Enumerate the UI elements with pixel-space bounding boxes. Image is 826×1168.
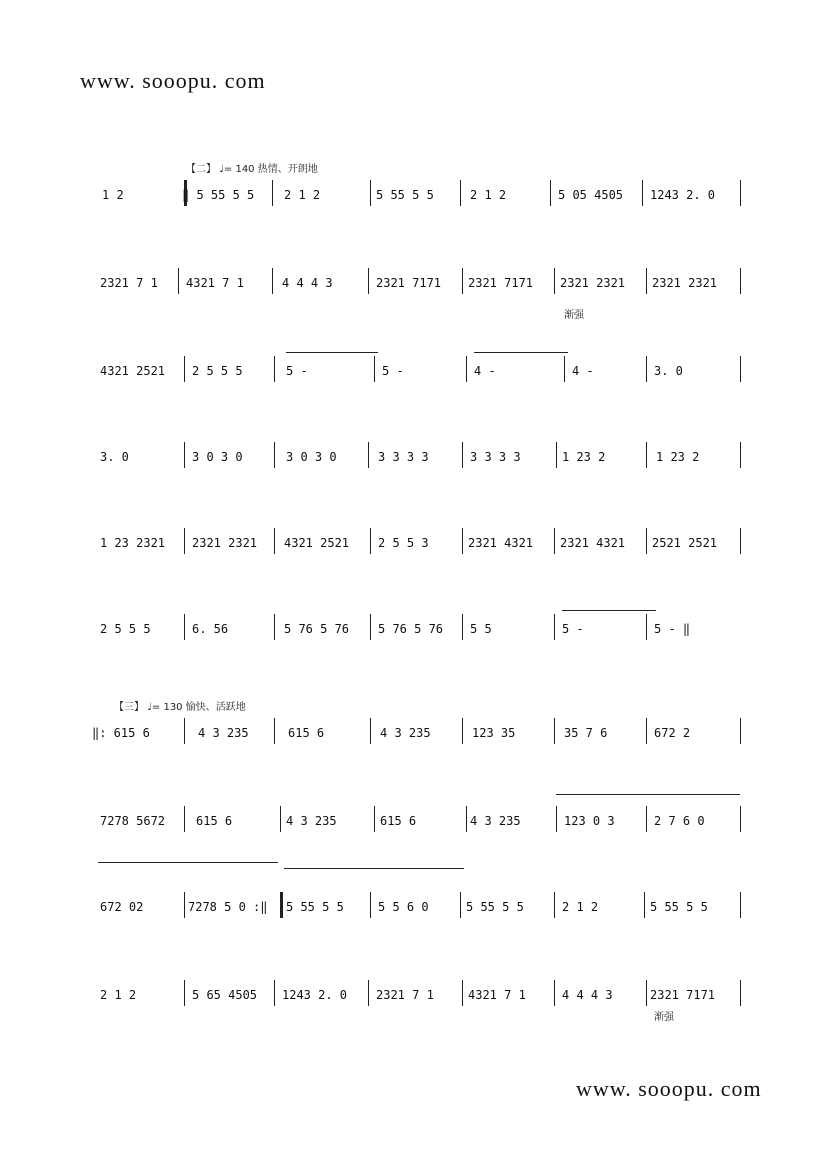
- barline: [554, 980, 555, 1006]
- barline: [556, 442, 557, 468]
- barline: [646, 268, 647, 294]
- barline: [184, 718, 185, 744]
- measure: 3 0 3 0: [286, 450, 337, 464]
- crescendo-annotation: 渐强: [654, 1012, 674, 1023]
- measure: 4 3 235: [470, 814, 521, 828]
- measure: 2321 7 1: [376, 988, 434, 1002]
- measure: 7278 5672: [100, 814, 166, 828]
- score-system: [98, 180, 744, 230]
- barline: [184, 980, 185, 1006]
- measure: 5 55 5 5: [466, 900, 524, 914]
- section-header-2: [186, 160, 318, 175]
- score-system: [98, 614, 744, 664]
- measure: 3 3 3 3: [378, 450, 429, 464]
- measure: 2 1 2: [562, 900, 599, 914]
- barline: [184, 892, 185, 918]
- measure: 2321 7 1: [100, 276, 158, 290]
- barline: [368, 980, 369, 1006]
- barline: [274, 356, 275, 382]
- barline: [370, 614, 371, 640]
- barline: [462, 718, 463, 744]
- barline: [554, 614, 555, 640]
- watermark-top: www. sooopu. com: [80, 68, 266, 93]
- measure: 2321 2321: [652, 276, 718, 290]
- score-system: [98, 980, 744, 1030]
- measure: 1 23 2321: [100, 536, 166, 550]
- score-system: [92, 718, 744, 768]
- measure: 2 5 5 5: [100, 622, 151, 636]
- second-ending-bracket: [284, 868, 464, 869]
- barline: [184, 806, 185, 832]
- measure: 1 23 2: [656, 450, 700, 464]
- measure: 3 3 3 3: [470, 450, 521, 464]
- barline: [368, 442, 369, 468]
- barline: [184, 442, 185, 468]
- measure: 2 1 2: [100, 988, 137, 1002]
- barline: [280, 806, 281, 832]
- barline: [274, 980, 275, 1006]
- measure: 615 6: [196, 814, 233, 828]
- measure: 4 4 4 3: [282, 276, 333, 290]
- barline: [462, 442, 463, 468]
- measure: 5 76 5 76: [378, 622, 444, 636]
- barline: [184, 528, 185, 554]
- barline: [274, 718, 275, 744]
- barline: [274, 528, 275, 554]
- crescendo-annotation: 渐强: [564, 310, 584, 321]
- measure: 5 5 6 0: [378, 900, 429, 914]
- score-system: [98, 806, 744, 856]
- measure: 123 35: [472, 726, 516, 740]
- measure: 4 3 235: [198, 726, 249, 740]
- barline: [370, 892, 371, 918]
- measure: 672 2: [654, 726, 691, 740]
- barline: [740, 892, 741, 918]
- barline: [460, 180, 461, 206]
- measure: 5 55 5 5: [650, 900, 708, 914]
- barline: [374, 356, 375, 382]
- barline: [554, 892, 555, 918]
- section-label: 【二】: [186, 164, 216, 175]
- score-system: [98, 268, 744, 321]
- measure: ‖ 5 55 5 5: [182, 188, 255, 202]
- first-ending-bracket: [556, 794, 740, 795]
- measure: 1 2: [102, 188, 124, 202]
- measure: 3 0 3 0: [192, 450, 243, 464]
- measure: ‖: 615 6: [92, 726, 150, 740]
- measure: 5 55 5 5: [286, 900, 344, 914]
- barline: [462, 528, 463, 554]
- barline: [554, 268, 555, 294]
- measure: 4321 2521: [284, 536, 350, 550]
- barline: [184, 614, 185, 640]
- barline: [462, 268, 463, 294]
- barline: [466, 356, 467, 382]
- measure: 5 -: [286, 364, 308, 378]
- barline: [564, 356, 565, 382]
- barline: [740, 528, 741, 554]
- expression-marking: 热情、开朗地: [257, 164, 318, 175]
- measure: 4 -: [474, 364, 496, 378]
- tie-line: [286, 352, 378, 353]
- section-label: 【三】: [114, 702, 144, 713]
- measure: 4 3 235: [286, 814, 337, 828]
- measure: 2 1 2: [284, 188, 321, 202]
- measure: 35 7 6: [564, 726, 608, 740]
- barline: [184, 356, 185, 382]
- section-header-3: [114, 698, 246, 713]
- barline: [740, 356, 741, 382]
- barline: [642, 180, 643, 206]
- measure: 2321 7171: [650, 988, 716, 1002]
- measure: 5 76 5 76: [284, 622, 350, 636]
- tie-line: [562, 610, 656, 611]
- barline: [272, 180, 273, 206]
- measure: 2321 2321: [192, 536, 258, 550]
- barline: [740, 268, 741, 294]
- barline: [740, 180, 741, 206]
- barline: [370, 528, 371, 554]
- measure: 5 05 4505: [558, 188, 624, 202]
- measure: 2 1 2: [470, 188, 507, 202]
- measure: 5 -: [382, 364, 404, 378]
- tempo-marking: ♩= 140: [219, 164, 255, 175]
- barline: [646, 442, 647, 468]
- barline: [280, 892, 283, 918]
- measure: 4 4 4 3: [562, 988, 613, 1002]
- measure: 2321 4321: [468, 536, 534, 550]
- barline: [554, 528, 555, 554]
- measure: 1243 2. 0: [282, 988, 348, 1002]
- measure: 4 -: [572, 364, 594, 378]
- barline: [374, 806, 375, 832]
- barline: [740, 806, 741, 832]
- barline: [646, 980, 647, 1006]
- score-system: [98, 892, 744, 942]
- measure: 7278 5 0 :‖: [188, 900, 268, 914]
- barline: [274, 442, 275, 468]
- measure: 4321 2521: [100, 364, 166, 378]
- measure: 2321 4321: [560, 536, 626, 550]
- barline: [370, 718, 371, 744]
- tempo-marking: ♩= 130: [147, 702, 183, 713]
- measure: 615 6: [288, 726, 325, 740]
- measure: 672 02: [100, 900, 144, 914]
- measure: 2 5 5 5: [192, 364, 243, 378]
- barline: [466, 806, 467, 832]
- measure: 615 6: [380, 814, 417, 828]
- measure: 4321 7 1: [468, 988, 526, 1002]
- measure: 5 -: [562, 622, 584, 636]
- barline: [368, 268, 369, 294]
- measure: 6. 56: [192, 622, 229, 636]
- measure: 4321 7 1: [186, 276, 244, 290]
- measure: 2321 7171: [376, 276, 442, 290]
- barline: [556, 806, 557, 832]
- tie-line: [474, 352, 568, 353]
- score-system: [98, 442, 744, 492]
- barline: [462, 614, 463, 640]
- measure: 5 - ‖: [654, 622, 691, 636]
- score-system: [98, 356, 744, 406]
- measure: 2 7 6 0: [654, 814, 705, 828]
- measure: 1 23 2: [562, 450, 606, 464]
- measure: 4 3 235: [380, 726, 431, 740]
- barline: [740, 718, 741, 744]
- measure: 2321 2321: [560, 276, 626, 290]
- watermark-bottom: www. sooopu. com: [576, 1076, 762, 1101]
- score-system: [98, 528, 744, 578]
- measure: 5 5: [470, 622, 492, 636]
- measure: 123 0 3: [564, 814, 615, 828]
- first-ending-bracket: [98, 862, 278, 863]
- measure: 1243 2. 0: [650, 188, 716, 202]
- measure: 5 55 5 5: [376, 188, 434, 202]
- barline: [370, 180, 371, 206]
- barline: [646, 528, 647, 554]
- measure: 3. 0: [654, 364, 683, 378]
- barline: [272, 268, 273, 294]
- barline: [554, 718, 555, 744]
- barline: [462, 980, 463, 1006]
- measure: 3. 0: [100, 450, 129, 464]
- barline: [550, 180, 551, 206]
- measure: 2321 7171: [468, 276, 534, 290]
- barline: [646, 356, 647, 382]
- barline: [274, 614, 275, 640]
- barline: [178, 268, 179, 294]
- measure: 2 5 5 3: [378, 536, 429, 550]
- measure: 2521 2521: [652, 536, 718, 550]
- barline: [644, 892, 645, 918]
- barline: [646, 718, 647, 744]
- barline: [646, 806, 647, 832]
- barline: [740, 980, 741, 1006]
- barline: [646, 614, 647, 640]
- expression-marking: 愉快、活跃地: [185, 702, 246, 713]
- barline: [740, 442, 741, 468]
- measure: 5 65 4505: [192, 988, 258, 1002]
- barline: [460, 892, 461, 918]
